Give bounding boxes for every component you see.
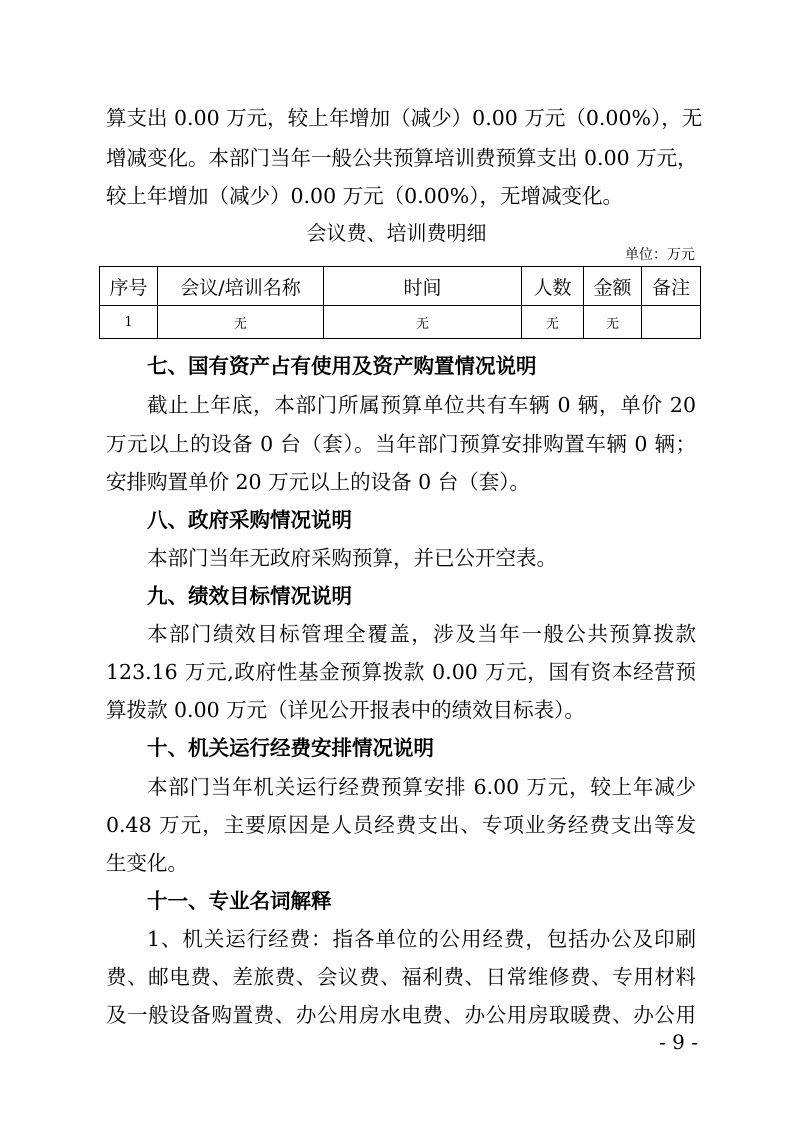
intro-line-1: 算支出 0.00 万元，较上年增加（减少）0.00 万元（0.00%），无 bbox=[106, 106, 703, 130]
section-11-line-1: 1、机关运行经费：指各单位的公用经费，包括办公及印刷 bbox=[147, 927, 696, 951]
section-11-heading: 十一、专业名词解释 bbox=[147, 889, 332, 913]
section-10-line-3: 生变化。 bbox=[106, 851, 188, 875]
section-9-line-3: 算拨款 0.00 万元（详见公开报表中的绩效目标表）。 bbox=[106, 698, 585, 722]
section-10-line-1: 本部门当年机关运行经费预算安排 6.00 万元，较上年减少 bbox=[147, 775, 696, 799]
intro-line-2: 增减变化。本部门当年一般公共预算培训费预算支出 0.00 万元， bbox=[106, 146, 698, 170]
table-title: 会议费、培训费明细 bbox=[306, 221, 487, 245]
section-9-heading: 九、绩效目标情况说明 bbox=[147, 584, 352, 608]
header-cell-index: 序号 bbox=[100, 267, 158, 306]
section-7-line-3: 安排购置单价 20 万元以上的设备 0 台（套）。 bbox=[106, 470, 530, 494]
section-8-heading: 八、政府采购情况说明 bbox=[147, 508, 352, 532]
header-cell-remarks: 备注 bbox=[642, 267, 701, 306]
section-10-line-2: 0.48 万元，主要原因是人员经费支出、专项业务经费支出等发 bbox=[106, 813, 696, 837]
table-cell-time: 无 bbox=[324, 306, 522, 339]
section-11-line-3: 及一般设备购置费、办公用房水电费、办公用房取暖费、办公用 bbox=[106, 1003, 696, 1027]
header-cell-amount: 金额 bbox=[584, 267, 642, 306]
header-cell-time: 时间 bbox=[324, 267, 522, 306]
section-7-line-2: 万元以上的设备 0 台（套）。当年部门预算安排购置车辆 0 辆； bbox=[106, 432, 696, 456]
section-8-line-1: 本部门当年无政府采购预算，并已公开空表。 bbox=[147, 546, 557, 570]
intro-line-3: 较上年增加（减少）0.00 万元（0.00%），无增减变化。 bbox=[106, 184, 624, 208]
table-cell-name: 无 bbox=[158, 306, 324, 339]
page-number: - 9 - bbox=[659, 1030, 698, 1054]
table-unit: 单位：万元 bbox=[625, 247, 695, 263]
header-cell-people: 人数 bbox=[522, 267, 584, 306]
section-7-heading: 七、国有资产占有使用及资产购置情况说明 bbox=[147, 354, 537, 378]
table-cell-amount: 无 bbox=[584, 306, 642, 339]
table-cell-people: 无 bbox=[522, 306, 584, 339]
section-7-line-1: 截止上年底，本部门所属预算单位共有车辆 0 辆，单价 20 bbox=[147, 393, 696, 417]
section-9-line-1: 本部门绩效目标管理全覆盖，涉及当年一般公共预算拨款 bbox=[147, 622, 696, 646]
meeting-training-table bbox=[99, 266, 701, 339]
section-9-line-2: 123.16 万元,政府性基金预算拨款 0.00 万元，国有资本经营预 bbox=[106, 660, 696, 684]
table-header-row bbox=[100, 267, 701, 306]
table-row bbox=[100, 306, 701, 339]
section-10-heading: 十、机关运行经费安排情况说明 bbox=[147, 736, 434, 760]
table-cell-remarks bbox=[642, 306, 701, 339]
table-cell-index: 1 bbox=[100, 306, 158, 339]
header-cell-name: 会议/培训名称 bbox=[158, 267, 324, 306]
section-11-line-2: 费、邮电费、差旅费、会议费、福利费、日常维修费、专用材料 bbox=[106, 965, 696, 989]
